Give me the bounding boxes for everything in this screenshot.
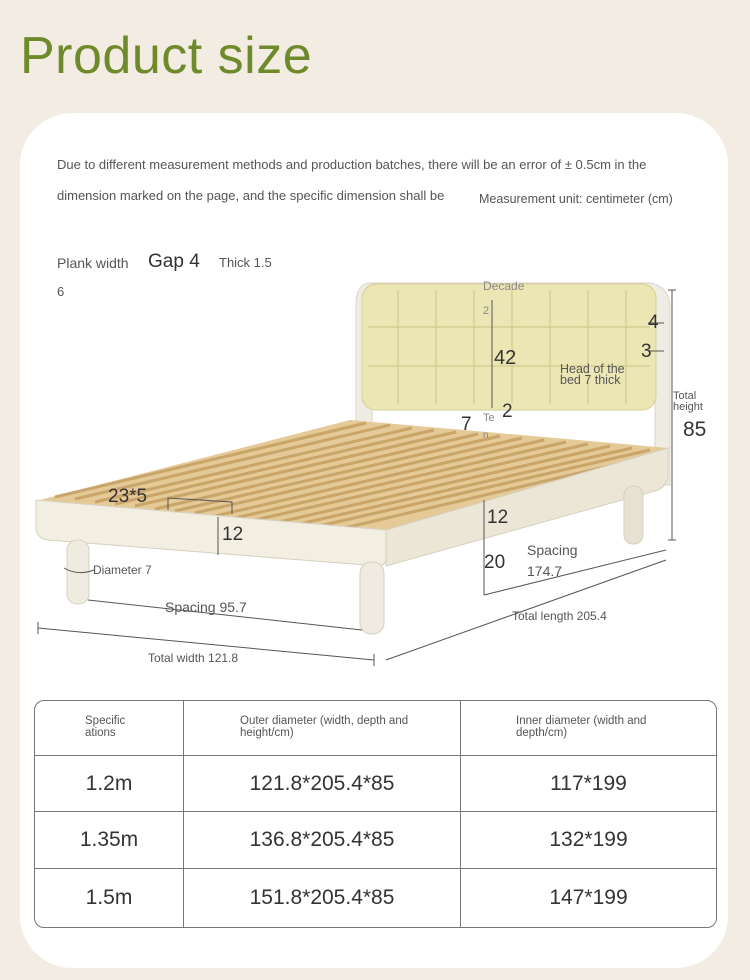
label-slat-size: 23*5 — [108, 486, 148, 507]
header-specifications: Specific ations — [85, 715, 126, 739]
cell-spec: 1.35m — [79, 828, 139, 851]
cell-inner: 147*199 — [549, 885, 628, 909]
label-head-thick-2: bed 7 thick — [560, 373, 621, 387]
label-gap: Gap 4 — [148, 251, 200, 272]
label-plank-width: Plank width — [57, 255, 129, 271]
table-row — [35, 812, 716, 868]
notice-line-1: Due to different measurement methods and production batches, there will be an error of ± 0.5cm in the — [57, 157, 647, 172]
notice-line-2: dimension marked on the page, and the specific dimension shall be — [57, 188, 445, 203]
label-20: 20 — [484, 552, 506, 573]
label-7: 7 — [461, 414, 472, 435]
cell-outer: 136.8*205.4*85 — [249, 828, 395, 851]
table-row — [35, 756, 716, 811]
label-six: 6 — [57, 284, 65, 299]
label-spacing-95: Spacing 95.7 — [165, 599, 247, 615]
label-12-a: 12 — [222, 524, 244, 545]
header-outer-diameter: Outer diameter (width, depth and height/cm) — [240, 715, 409, 739]
label-head-thick-1: Head of the — [560, 362, 625, 376]
cell-inner: 117*199 — [550, 771, 627, 795]
label-diameter: Diameter 7 — [93, 563, 152, 577]
label-total-height-1: Total — [673, 390, 697, 402]
leg-back-right — [624, 486, 643, 544]
table-header-row — [35, 701, 716, 755]
header-inner-diameter: Inner diameter (width and depth/cm) — [516, 715, 647, 739]
label-thick: Thick 1.5 — [219, 255, 272, 270]
label-total-length: Total length 205.4 — [512, 609, 607, 623]
label-12-b: 12 — [487, 507, 509, 528]
cell-inner: 132*199 — [549, 828, 628, 851]
leg-front-right — [360, 562, 384, 634]
label-total-width: Total width 121.8 — [148, 651, 239, 665]
measurement-unit: Measurement unit: centimeter (cm) — [479, 192, 673, 206]
label-spacing: Spacing — [527, 542, 578, 558]
label-total-height-2: height — [673, 401, 703, 413]
label-3: 3 — [641, 341, 652, 362]
table-row — [35, 869, 716, 926]
label-2: 2 — [502, 401, 513, 422]
spec-table — [34, 700, 717, 928]
label-85: 85 — [683, 418, 707, 441]
label-4: 4 — [648, 312, 659, 333]
label-42: 42 — [494, 347, 517, 369]
label-two-small: 2 — [483, 305, 490, 317]
label-n: n — [483, 430, 489, 441]
page-title: Product size — [20, 27, 313, 85]
cell-spec: 1.2m — [85, 771, 133, 795]
cell-outer: 121.8*205.4*85 — [249, 771, 395, 795]
label-spacing-value: 174.7 — [527, 563, 563, 579]
label-decade: Decade — [483, 279, 525, 293]
label-te: Te — [483, 412, 495, 424]
cell-spec: 1.5m — [85, 885, 133, 909]
cell-outer: 151.8*205.4*85 — [249, 885, 395, 909]
